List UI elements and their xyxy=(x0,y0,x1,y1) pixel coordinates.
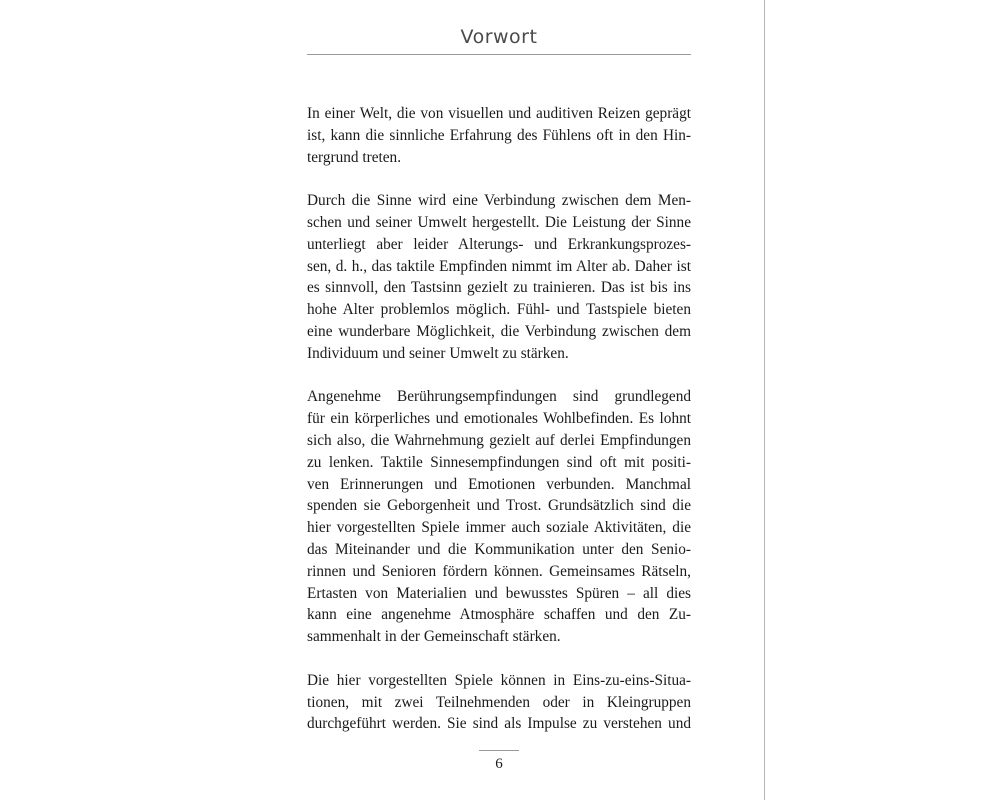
page-number: 6 xyxy=(495,756,503,772)
text-line: Durch die Sinne wird eine Verbindung zwischen dem Men- xyxy=(307,192,691,210)
text-line: rinnen und Senioren fördern können. Gemeinsames Rätseln, xyxy=(307,562,691,580)
text-line: tergrund treten. xyxy=(307,148,402,166)
text-line: sen, d. h., das taktile Empfinden nimmt im Alter ab. Daher ist xyxy=(307,257,691,275)
text-line: Angenehme Berührungsempfindungen sind grundlegend xyxy=(307,388,691,406)
text-line: eine wunderbare Möglichkeit, die Verbindung zwischen dem xyxy=(307,322,691,340)
text-line: In einer Welt, die von visuellen und auditiven Reizen geprägt xyxy=(307,105,691,122)
paragraph-2 xyxy=(307,190,691,364)
text-line: ven Erinnerungen und Emotionen verbunden. Manchmal xyxy=(307,475,691,493)
text-line: hohe Alter problemlos möglich. Fühl- und Tastspiele bieten xyxy=(307,301,691,319)
text-line: sich also, die Wahrnehmung gezielt auf derlei Empfindungen xyxy=(307,431,691,449)
text-line: es sinnvoll, den Tastsinn gezielt zu trainieren. Das ist bis ins xyxy=(307,279,691,297)
text-line: für ein körperliches und emotionales Wohlbefinden. Es lohnt xyxy=(307,410,691,428)
text-line: schen und seiner Umwelt hergestellt. Die Leistung der Sinne xyxy=(307,213,691,231)
text-line: Individuum und seiner Umwelt zu stärken. xyxy=(307,344,569,362)
text-line: sammenhalt in der Gemeinschaft stärken. xyxy=(307,628,561,646)
text-line: das Miteinander und die Kommunikation unter den Senio- xyxy=(307,540,691,558)
chapter-title: Vorwort xyxy=(460,26,538,48)
page-edge-divider xyxy=(764,0,765,800)
body-text xyxy=(307,103,691,735)
text-line: unterliegt aber leider Alterungs- und Erkrankungsprozes- xyxy=(307,235,691,253)
text-line: zu lenken. Taktile Sinnesempfindungen sind oft mit positi- xyxy=(307,453,691,471)
text-line: hier vorgestellten Spiele immer auch soziale Aktivitäten, die xyxy=(307,519,691,537)
paragraph-1 xyxy=(307,103,691,168)
text-line: Die hier vorgestellten Spiele können in Eins-zu-eins-Situa- xyxy=(307,671,691,689)
text-line: durchgeführt werden. Sie sind als Impulse zu verstehen und xyxy=(307,715,691,733)
running-header xyxy=(307,22,691,52)
text-line: Ertasten von Materialien und bewusstes Spüren – all dies xyxy=(307,584,691,602)
paragraph-4 xyxy=(307,670,691,735)
paragraph-3 xyxy=(307,386,691,648)
text-line: kann eine angenehme Atmosphäre schaffen und den Zu- xyxy=(307,606,691,624)
text-line: ist, kann die sinnliche Erfahrung des Fühlens oft in den Hin- xyxy=(307,126,691,144)
text-line: tionen, mit zwei Teilnehmenden oder in Kleingruppen xyxy=(307,693,691,711)
header-divider xyxy=(307,54,691,55)
text-line: spenden sie Geborgenheit und Trost. Grundsätzlich sind die xyxy=(307,497,691,515)
footer-divider xyxy=(479,750,519,751)
